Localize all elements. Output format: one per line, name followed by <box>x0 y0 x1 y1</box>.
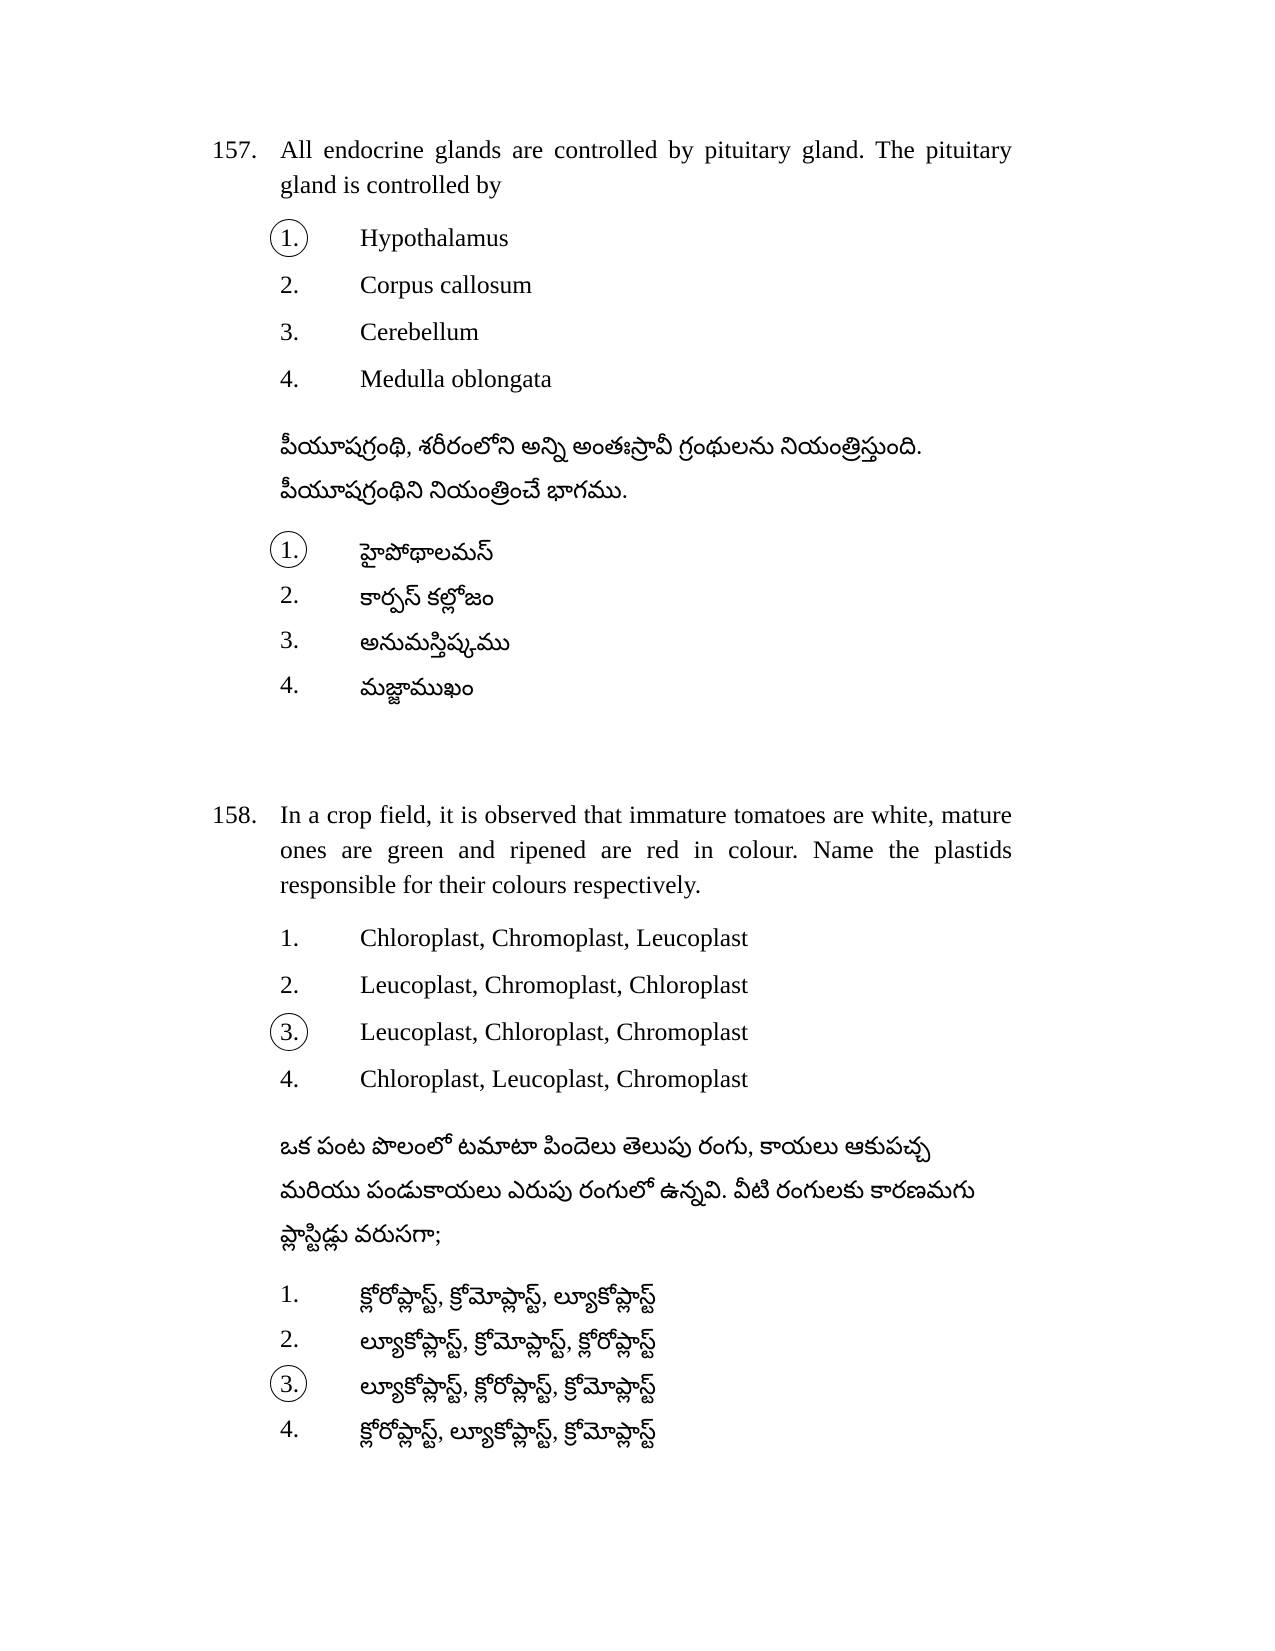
option-marker-circled[interactable] <box>212 531 300 569</box>
option-row[interactable] <box>212 1410 1012 1455</box>
question-157-header <box>212 132 1012 202</box>
telugu-line: ఒక పంట పొలంలో టమాటా పిందెలు తెలుపు రంగు, కాయలు ఆకుపచ్చ <box>280 1133 931 1160</box>
option-marker[interactable] <box>212 359 300 399</box>
option-marker[interactable] <box>212 265 300 305</box>
option-number: 1. <box>280 223 300 252</box>
option-number: 1. <box>280 535 300 564</box>
option-number: 3. <box>280 317 300 346</box>
option-marker[interactable] <box>212 918 300 958</box>
telugu-line: ప్లాస్టిడ్లు వరుసగా; <box>280 1221 442 1248</box>
option-number: 1. <box>280 923 300 952</box>
option-label: క్లోరోప్లాస్ట్, క్రోమోప్లాస్ట్, ల్యూకోప్లాస్ట్ <box>360 1284 656 1310</box>
option-number: 1. <box>280 1279 300 1308</box>
page-content <box>212 132 1012 1455</box>
option-marker[interactable] <box>212 965 300 1005</box>
question-158-english-options <box>212 918 1012 1105</box>
option-row[interactable] <box>212 531 1012 576</box>
option-row[interactable] <box>212 1365 1012 1410</box>
option-number: 4. <box>280 1064 300 1093</box>
telugu-line: పీయూషగ్రంథి, శరీరంలోని అన్ని అంతఃస్రావీ గ్రంథులను నియంత్రిస్తుంది. <box>280 433 923 460</box>
option-label: ల్యూకోప్లాస్ట్, క్రోమోప్లాస్ట్, క్లోరోప్లాస్ట్ <box>360 1329 656 1355</box>
option-number: 3. <box>280 1017 300 1046</box>
question-157 <box>212 132 1012 711</box>
option-label: హైపోథాలమస్ <box>360 540 494 566</box>
question-158 <box>212 797 1012 1455</box>
option-marker[interactable] <box>212 1410 300 1448</box>
option-label: Leucoplast, Chloroplast, Chromoplast <box>360 1017 749 1046</box>
option-label: Chloroplast, Chromoplast, Leucoplast <box>360 923 749 952</box>
option-row[interactable] <box>212 621 1012 666</box>
option-label: Chloroplast, Leucoplast, Chromoplast <box>360 1064 749 1093</box>
option-row[interactable] <box>212 1012 1012 1058</box>
option-marker[interactable] <box>212 666 300 704</box>
option-marker[interactable] <box>212 576 300 614</box>
question-158-english-text: In a crop field, it is observed that immature tomatoes are white, mature ones are green and ripened are red in colour. Name the plastids responsible for their colours respectively. <box>280 800 1012 899</box>
option-marker-circled[interactable] <box>212 1012 300 1052</box>
option-number: 3. <box>280 625 300 654</box>
option-row[interactable] <box>212 1059 1012 1105</box>
option-number: 2. <box>280 270 300 299</box>
question-157-english-options <box>212 218 1012 405</box>
question-157-english-text: All endocrine glands are controlled by pituitary gland. The pituitary gland is controlled by <box>280 135 1012 199</box>
question-158-telugu-text <box>212 1125 1012 1257</box>
option-label: ల్యూకోప్లాస్ట్, క్లోరోప్లాస్ట్, క్రోమోప్లాస్ట్ <box>360 1374 656 1400</box>
option-row[interactable] <box>212 666 1012 711</box>
option-number: 2. <box>280 970 300 999</box>
question-157-number: 157. <box>212 135 258 164</box>
question-157-telugu-text <box>212 425 1012 513</box>
question-158-number: 158. <box>212 800 258 829</box>
option-row[interactable] <box>212 918 1012 964</box>
option-label: అనుమస్తిష్కము <box>360 630 511 656</box>
option-number: 4. <box>280 670 300 699</box>
option-row[interactable] <box>212 218 1012 264</box>
option-label: Corpus callosum <box>360 270 533 299</box>
option-label: కార్పస్ కల్లోజం <box>360 585 495 611</box>
option-row[interactable] <box>212 1275 1012 1320</box>
option-label: Cerebellum <box>360 317 479 346</box>
question-157-telugu-options <box>212 531 1012 711</box>
option-row[interactable] <box>212 576 1012 621</box>
option-label: మజ్జాముఖం <box>360 675 474 701</box>
option-row[interactable] <box>212 312 1012 358</box>
option-marker[interactable] <box>212 1275 300 1313</box>
option-marker[interactable] <box>212 1059 300 1099</box>
question-158-header <box>212 797 1012 902</box>
option-marker[interactable] <box>212 1320 300 1358</box>
option-row[interactable] <box>212 965 1012 1011</box>
option-label: క్లోరోప్లాస్ట్, ల్యూకోప్లాస్ట్, క్రోమోప్లాస్ట్ <box>360 1419 656 1445</box>
option-label: Leucoplast, Chromoplast, Chloroplast <box>360 970 749 999</box>
option-row[interactable] <box>212 265 1012 311</box>
option-number: 4. <box>280 1414 300 1443</box>
option-marker-circled[interactable] <box>212 1365 300 1403</box>
option-row[interactable] <box>212 359 1012 405</box>
telugu-line: మరియు పండుకాయలు ఎరుపు రంగులో ఉన్నవి. వీటి రంగులకు కారణమగు <box>280 1177 976 1204</box>
question-158-telugu-options <box>212 1275 1012 1455</box>
option-number: 2. <box>280 1324 300 1353</box>
option-label: Medulla oblongata <box>360 364 552 393</box>
option-row[interactable] <box>212 1320 1012 1365</box>
option-number: 2. <box>280 580 300 609</box>
question-separator <box>212 711 1012 797</box>
option-marker[interactable] <box>212 312 300 352</box>
option-marker-circled[interactable] <box>212 218 300 258</box>
option-marker[interactable] <box>212 621 300 659</box>
telugu-line: పీయూషగ్రంథిని నియంత్రించే భాగము. <box>280 477 628 504</box>
option-label: Hypothalamus <box>360 223 509 252</box>
option-number: 4. <box>280 364 300 393</box>
option-number: 3. <box>280 1369 300 1398</box>
